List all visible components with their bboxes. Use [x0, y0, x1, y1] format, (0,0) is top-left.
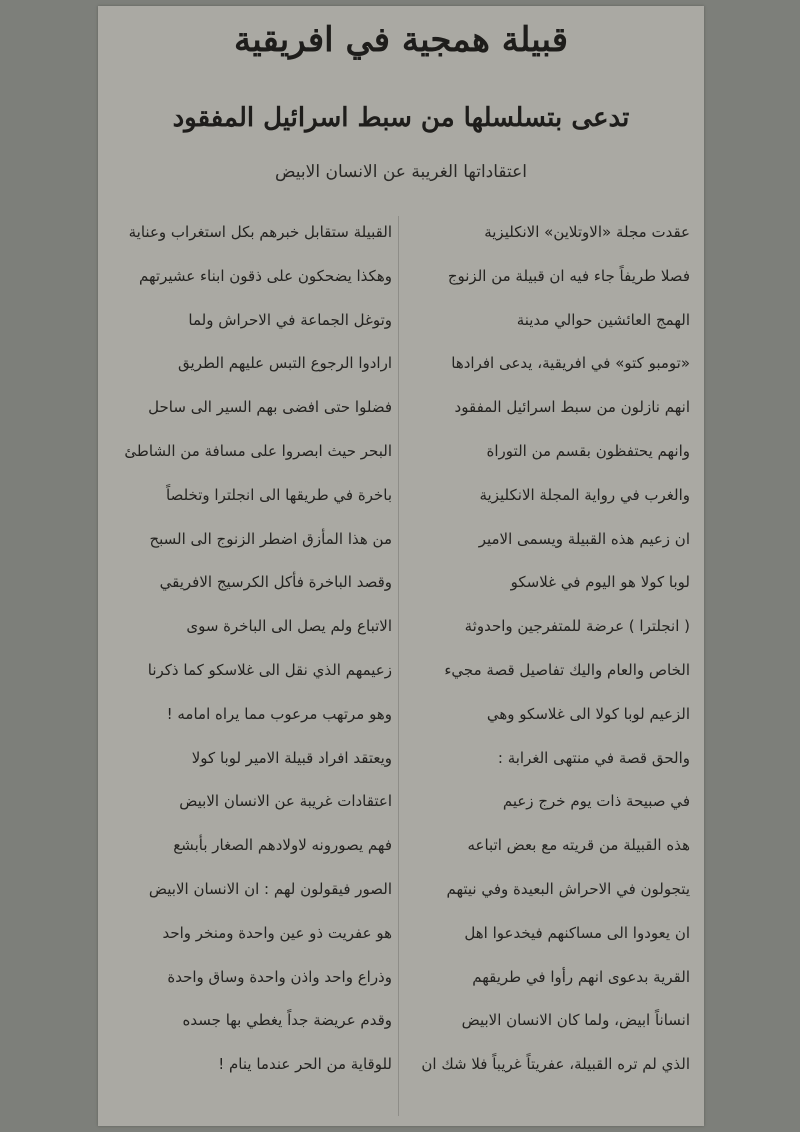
text-line: فصلا طريفاً جاء فيه ان قبيلة من الزنوج	[447, 266, 690, 285]
column-divider	[398, 216, 399, 1116]
text-line: ( انجلترا ) عرضة للمتفرجين واحدوثة	[464, 617, 690, 636]
text-line: الذي لم تره القبيلة، عفريتاً غريباً فلا شك ان	[421, 1055, 690, 1074]
text-line: ويعتقد افراد قبيلة الامير لوبا كولا	[191, 748, 392, 767]
text-line: وقدم عريضة جداً يغطي بها جسده	[182, 1011, 392, 1030]
text-line: للوقاية من الحر عندما ينام !	[218, 1055, 392, 1074]
text-line: اعتقادات غريبة عن الانسان الابيض	[179, 792, 392, 811]
text-line: الزعيم لوبا كولا الى غلاسكو وهي	[486, 704, 690, 723]
text-line: انساناً ابيض، ولما كان الانسان الابيض	[461, 1011, 690, 1030]
text-line: وهكذا يضحكون على ذقون ابناء عشيرتهم	[139, 266, 392, 285]
subheadline: تدعى بتسلسلها من سبط اسرائيل المفقود	[172, 103, 630, 133]
text-line: فهم يصورونه لاولادهم الصغار بأبشع	[173, 836, 392, 855]
text-line: زعيمهم الذي نقل الى غلاسكو كما ذكرنا	[147, 660, 392, 679]
headline: قبيلة همجية في افريقية	[234, 20, 568, 60]
text-line: والحق قصة في منتهى الغرابة :	[497, 748, 690, 767]
text-line: وهو مرتهب مرعوب مما يراه امامه !	[166, 704, 392, 723]
text-line: «تومبو كتو» في افريقية، يدعى افرادها	[451, 354, 690, 373]
deck: اعتقاداتها الغريبة عن الانسان الابيض	[274, 162, 528, 182]
text-line: باخرة في طريقها الى انجلترا وتخلصاً	[166, 485, 392, 504]
text-line: وذراع واحد واذن واحدة وساق واحدة	[167, 967, 392, 986]
text-line: وقصد الباخرة فأكل الكرسيج الافريقي	[159, 573, 392, 592]
text-line: يتجولون في الاحراش البعيدة وفي نيتهم	[446, 879, 690, 898]
text-line: وتوغل الجماعة في الاحراش ولما	[188, 310, 392, 329]
text-line: ان يعودوا الى مساكنهم فيخدعوا اهل	[464, 923, 690, 942]
text-line: البحر حيث ابصروا على مسافة من الشاطئ	[124, 441, 392, 460]
text-line: ان زعيم هذه القبيلة ويسمى الامير	[478, 529, 690, 548]
text-line: انهم نازلون من سبط اسرائيل المفقود	[454, 398, 690, 417]
text-line: من هذا المأزق اضطر الزنوج الى السبح	[149, 529, 392, 548]
text-line: عقدت مجلة «الاوتلاين» الانكليزية	[484, 223, 690, 241]
newspaper-page	[98, 6, 704, 1126]
text-line: القرية بدعوى انهم رأوا في طريقهم	[472, 967, 690, 986]
text-line: الخاص والعام واليك تفاصيل قصة مجيء	[444, 660, 690, 679]
article-column-left	[108, 211, 392, 1087]
text-line: والغرب في رواية المجلة الانكليزية	[479, 485, 690, 504]
text-line: القبيلة ستقابل خبرهم بكل استغراب وعناية	[128, 223, 392, 241]
article-column-right	[404, 211, 690, 1087]
text-line: هو عفريت ذو عين واحدة ومنخر واحد	[162, 923, 392, 942]
text-line: ارادوا الرجوع التبس عليهم الطريق	[178, 354, 392, 373]
text-line: فضلوا حتى افضى بهم السير الى ساحل	[148, 398, 392, 417]
text-line: هذه القبيلة من قريته مع بعض اتباعه	[467, 836, 690, 855]
text-line: لوبا كولا هو اليوم في غلاسكو	[510, 573, 690, 592]
text-line: الاتباع ولم يصل الى الباخرة سوى	[186, 617, 392, 636]
text-line: الهمج العائشين حوالي مدينة	[516, 310, 690, 329]
text-line: وانهم يحتفظون بقسم من التوراة	[486, 441, 690, 460]
text-line: في صبيحة ذات يوم خرج زعيم	[502, 792, 690, 811]
text-line: الصور فيقولون لهم : ان الانسان الابيض	[148, 879, 392, 898]
